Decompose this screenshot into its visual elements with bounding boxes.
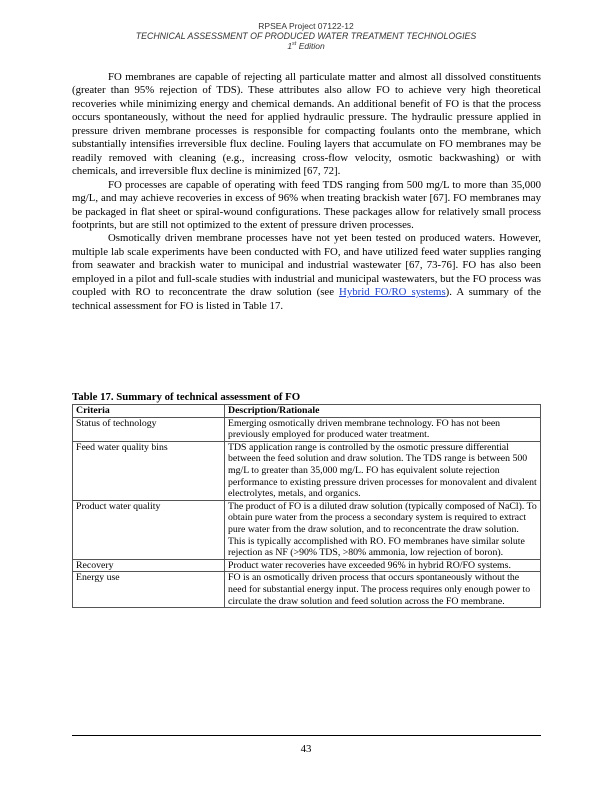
table-row bbox=[73, 417, 541, 441]
footer-divider bbox=[72, 735, 541, 736]
table-caption: Table 17. Summary of technical assessment of FO bbox=[72, 391, 301, 403]
paragraph-3-text-before: Osmotically driven membrane processes have not yet been tested on produced waters. However, multiple lab scale experiments have been conducted with FO, and have utilized feed water supplies ranging from seawater and brackish water to municipal and industrial wastewater [67, 73-76]. FO has also been employed in a pilot and full-scale studies with industrial and municipal wastewaters, but the FO process was coupled with RO to reconcentrate the draw solution (see bbox=[72, 232, 541, 299]
page-number: 43 bbox=[300, 743, 312, 755]
header-edition bbox=[0, 41, 612, 51]
criteria-cell: Product water quality bbox=[73, 500, 225, 559]
header-title: TECHNICAL ASSESSMENT OF PRODUCED WATER TREATMENT TECHNOLOGIES bbox=[135, 31, 477, 41]
assessment-table bbox=[72, 404, 541, 608]
description-cell: The product of FO is a diluted draw solution (typically composed of NaCl). To obtain pure water from the process a secondary system is required to extract pure water from the draw solution, and to reconcentrate the draw solution. This is typically accomplished with RO. FO membranes have similar solute rejection as NF (>90% TDS, >80% ammonia, low rejection of boron). bbox=[225, 500, 541, 559]
table-row bbox=[73, 572, 541, 608]
edition-word: Edition bbox=[296, 41, 325, 51]
paragraph-3-text-after: ). A summary of the technical assessment for FO is listed in Table 17. bbox=[72, 286, 541, 312]
edition-number: 1 bbox=[287, 41, 293, 51]
table-row bbox=[73, 441, 541, 500]
paragraph-3 bbox=[72, 232, 541, 313]
body-text bbox=[72, 71, 541, 313]
header-criteria: Criteria bbox=[73, 405, 225, 418]
table-row bbox=[73, 559, 541, 572]
description-cell: FO is an osmotically driven process that occurs spontaneously without the need for substantial energy input. The process requires only enough power to circulate the draw solution and feed solution across the FO membrane. bbox=[225, 572, 541, 608]
header-description: Description/Rationale bbox=[225, 405, 541, 418]
paragraph-1: FO membranes are capable of rejecting all particulate matter and almost all dissolved constituents (greater than 95% rejection of TDS). These attributes also allow FO to achieve very high theoretical recoveries while minimizing energy and chemical demands. An additional benefit of FO is that the process occurs spontaneously, without the need for applied hydraulic pressure. The hydraulic pressure applied in pressure driven membrane processes is responsible for compacting foulants onto the membrane, which substantially intensifies irreversible flux decline. Fouling layers that accumulate on FO membranes may be readily removed with cleaning (e.g., increasing cross-flow velocity, osmotic backwashing) or with chemicals, and irreversible flux decline is minimized [67, 72]. bbox=[72, 71, 541, 178]
table-header-row bbox=[73, 405, 541, 418]
table-row bbox=[73, 500, 541, 559]
criteria-cell: Recovery bbox=[73, 559, 225, 572]
edition-superscript: st bbox=[292, 41, 297, 48]
description-cell: Product water recoveries have exceeded 96% in hybrid RO/FO systems. bbox=[225, 559, 541, 572]
description-cell: Emerging osmotically driven membrane technology. FO has not been previously employed for produced water treatment. bbox=[225, 417, 541, 441]
criteria-cell: Status of technology bbox=[73, 417, 225, 441]
paragraph-2: FO processes are capable of operating with feed TDS ranging from 500 mg/L to more than 35,000 mg/L, and may achieve recoveries in excess of 96% when treating brackish water [67]. FO membranes may be packaged in flat sheet or spiral-wound configurations. These packages allow for relatively small process footprints, but are still not optimized to the extent of pressure driven processes. bbox=[72, 178, 541, 231]
header-project: RPSEA Project 07122-12 bbox=[258, 21, 354, 31]
criteria-cell: Energy use bbox=[73, 572, 225, 608]
description-cell: TDS application range is controlled by the osmotic pressure differential between the feed solution and draw solution. The TDS range is between 500 mg/L to greater than 35,000 mg/L. FO has equivalent solute rejection performance to existing pressure driven processes for monovalent and divalent electrolytes, metals, and organics. bbox=[225, 441, 541, 500]
criteria-cell: Feed water quality bins bbox=[73, 441, 225, 500]
hybrid-fo-ro-link[interactable]: Hybrid FO/RO systems bbox=[339, 286, 446, 299]
